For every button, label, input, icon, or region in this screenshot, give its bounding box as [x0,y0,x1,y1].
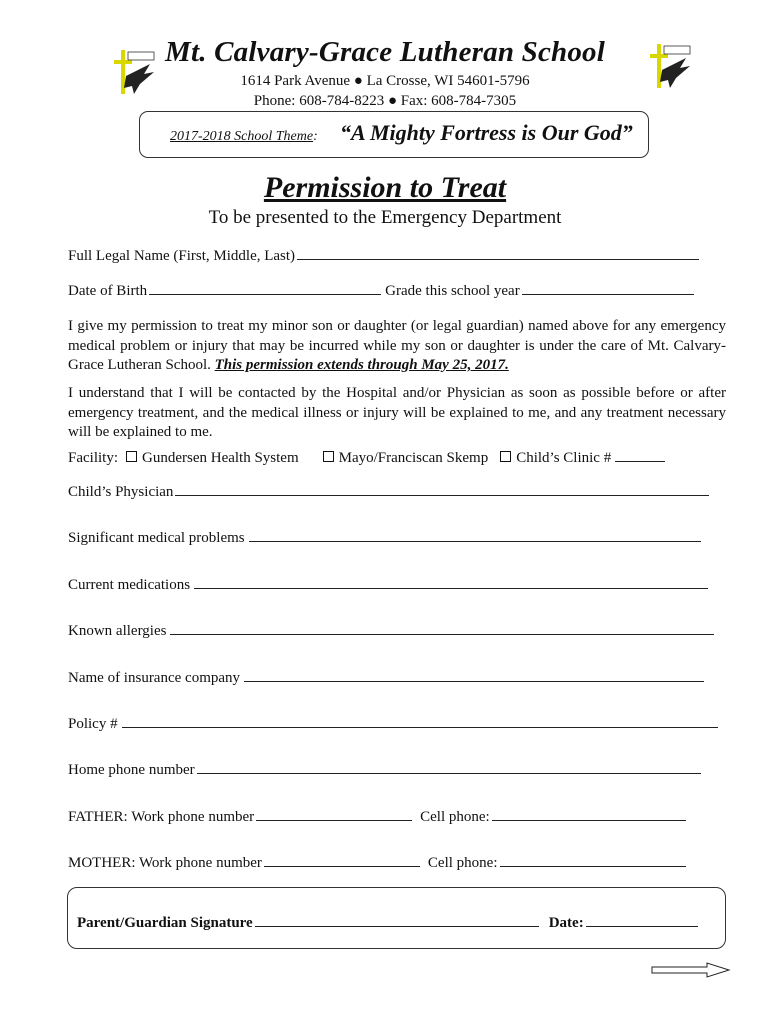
insurance-line[interactable] [244,680,704,682]
date-line[interactable] [586,925,698,927]
facility-label: Facility: [68,450,118,466]
school-phone-fax: Phone: 608-784-8223 ● Fax: 608-784-7305 [253,93,517,109]
physician-field[interactable] [68,484,709,501]
father-work-label: FATHER: Work phone number [68,809,255,825]
checkbox-gundersen-icon[interactable] [126,451,137,462]
home-phone-line[interactable] [197,772,701,774]
mother-cell-label: Cell phone: [427,855,498,871]
medical-problems-label: Significant medical problems [68,530,245,546]
childs-clinic-line[interactable] [615,460,665,462]
mother-cell-line[interactable] [500,865,686,867]
mother-work-line[interactable] [264,865,420,867]
mother-phone-row [68,855,686,872]
grade-line[interactable] [522,293,694,295]
full-name-field[interactable] [68,248,699,265]
dob-line[interactable] [149,293,381,295]
dob-label: Date of Birth [68,283,148,299]
signature-row [77,915,698,932]
insurance-label: Name of insurance company [68,670,241,686]
policy-field[interactable] [68,716,718,733]
theme-quote: “A Mighty Fortress is Our God” [340,120,633,145]
allergies-label: Known allergies [68,623,167,639]
facility-option-gundersen: Gundersen Health System [142,450,299,466]
policy-label: Policy # [68,716,118,732]
medications-label: Current medications [68,577,191,593]
medications-field[interactable] [68,577,708,594]
father-phone-row [68,809,686,826]
allergies-line[interactable] [170,633,714,635]
insurance-field[interactable] [68,670,704,687]
father-cell-label: Cell phone: [420,809,490,825]
full-name-line[interactable] [297,258,699,260]
facility-row [68,450,665,467]
contact-paragraph: I understand that I will be contacted by the Hospital and/or Physician as soon as possible before or after emergency treatment, and the medical illness or injury will be explained to me, and any treatment necessary will be explained to me. [68,385,726,440]
home-phone-field[interactable] [68,762,701,779]
checkbox-mayo-icon[interactable] [323,451,334,462]
checkbox-childs-clinic-icon[interactable] [500,451,511,462]
date-label: Date: [548,915,584,931]
home-phone-label: Home phone number [68,762,195,778]
physician-line[interactable] [175,494,709,496]
father-cell-line[interactable] [492,819,686,821]
facility-option-childs-clinic: Child’s Clinic # [516,450,612,466]
full-name-label: Full Legal Name (First, Middle, Last) [68,248,296,264]
facility-option-mayo: Mayo/Franciscan Skemp [338,450,489,466]
school-name: Mt. Calvary-Grace Lutheran School [165,36,605,68]
school-address: 1614 Park Avenue ● La Crosse, WI 54601-5796 [240,73,530,89]
mother-work-label: MOTHER: Work phone number [68,855,262,871]
signature-label: Parent/Guardian Signature [77,915,253,931]
right-arrow-icon [651,962,731,983]
permission-paragraph: I give my permission to treat my minor son or daughter (or legal guardian) named above for any emergency medical problem or injury that may be incurred while my son or daughter is under the care of Mt. Calvary-Grace Lutheran School. This permission extends through May 25, 2017. [68,318,726,373]
medical-problems-line[interactable] [249,540,701,542]
policy-line[interactable] [122,726,718,728]
signature-line[interactable] [255,925,539,927]
medical-problems-field[interactable] [68,530,701,547]
document-subtitle: To be presented to the Emergency Department [208,207,562,228]
dob-grade-row [68,283,694,300]
father-work-line[interactable] [256,819,412,821]
allergies-field[interactable] [68,623,714,640]
document-title: Permission to Treat [263,171,507,204]
grade-label: Grade this school year [385,283,520,299]
physician-label: Child’s Physician [68,484,174,500]
medications-line[interactable] [194,587,708,589]
permission-expiry: This permission extends through May 25, 2017. [214,357,509,373]
theme-label: 2017-2018 School Theme: [170,129,318,144]
